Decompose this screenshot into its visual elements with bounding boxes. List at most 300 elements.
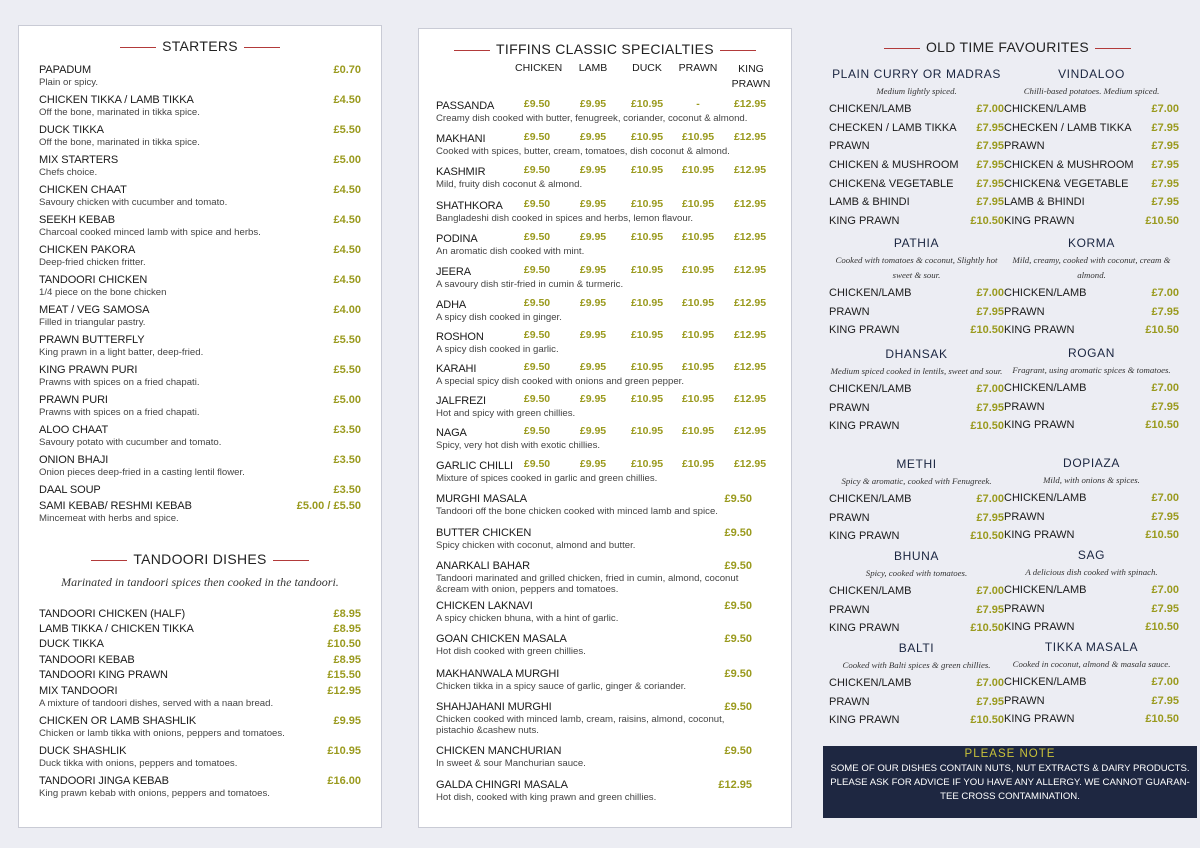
price-row [1004,600,1179,619]
row-price: £10.50 [1145,419,1179,432]
price-row [1004,303,1179,322]
item-price: £9.50 [724,527,752,539]
group-title: TIKKA MASALA [1044,640,1139,654]
item-price: £9.50 [523,393,551,405]
item-price: £12.95 [733,297,767,309]
row-label: CHICKEN& VEGETABLE [829,177,954,190]
menu-item [39,64,361,88]
item-price: £12.95 [733,458,767,470]
row-price: £7.95 [976,695,1004,708]
item-description: Chefs choice. [39,167,98,178]
price-row [829,175,1004,194]
menu-item [436,363,774,387]
item-name: DUCK TIKKA [39,638,104,650]
item-description: In sweet & sour Manchurian sauce. [436,758,586,769]
row-price: £7.00 [976,103,1004,115]
group-rows [829,674,1004,730]
row-price: £10.50 [970,714,1004,727]
curry-group [829,457,1004,546]
menu-item [436,200,774,224]
item-name: SHAHJAHANI MURGHI [436,701,552,713]
item-price: £10.95 [681,231,715,243]
item-price: £9.95 [579,198,607,210]
row-price: £7.95 [976,196,1004,209]
menu-item [39,424,361,448]
rule-left [91,560,127,561]
rule-right [244,47,280,48]
item-description: Deep-fried chicken fritter. [39,257,146,268]
item-price: £9.50 [724,745,752,757]
item-price: £9.50 [523,164,551,176]
group-title: SAG [1077,548,1106,562]
menu-item [39,685,361,709]
menu-item [436,395,774,419]
price-row [1004,137,1179,156]
item-name: PODINA [436,233,478,245]
item-price: £3.50 [333,424,361,436]
item-name: MAKHANWALA MURGHI [436,668,560,680]
rule-left [454,50,490,51]
item-name: CHICKEN TIKKA / LAMB TIKKA [39,94,194,106]
item-name: GALDA CHINGRI MASALA [436,779,568,791]
item-price: £9.95 [579,164,607,176]
item-price: £9.95 [333,715,361,727]
rule-right [1095,48,1131,49]
item-description: A spicy dish cooked in garlic. [436,344,559,355]
item-description: Off the bone, marinated in tikka spice. [39,137,200,148]
item-name: KING PRAWN PURI [39,364,138,376]
row-price: £10.50 [970,622,1004,635]
price-row [829,509,1004,528]
group-rows [1004,489,1179,545]
item-price: £12.95 [733,264,767,276]
tandoori-heading [19,551,381,567]
menu-item [436,527,774,551]
row-label: KING PRAWN [1004,529,1075,542]
item-price: £9.50 [523,231,551,243]
item-name: TANDOORI CHICKEN (HALF) [39,608,186,620]
row-label: CHICKEN/LAMB [829,585,912,597]
item-price: £16.00 [327,775,361,787]
curry-group [1004,456,1179,545]
item-price: £10.95 [327,745,361,757]
item-price: £5.00 [333,394,361,406]
price-row [829,674,1004,693]
price-row [1004,416,1179,435]
price-row [1004,710,1179,729]
column-header: PRAWN [678,62,718,74]
price-row [829,193,1004,212]
row-label: CHICKEN/LAMB [1004,676,1087,688]
item-price: £9.95 [579,264,607,276]
item-name: NAGA [436,427,467,439]
item-price: £9.50 [724,668,752,680]
row-label: PRAWN [1004,140,1045,153]
item-description: King prawn kebab with onions, peppers and tomatoes. [39,788,270,799]
item-price: £12.95 [733,131,767,143]
column-header: KING PRAWN [731,63,771,90]
row-label: PRAWN [829,511,870,524]
row-label: PRAWN [1004,400,1045,413]
row-price: £10.50 [1145,215,1179,228]
menu-item [39,638,361,650]
group-rows [829,284,1004,340]
item-price: £10.95 [630,297,664,309]
item-price: £3.50 [333,484,361,496]
item-price: £12.95 [733,393,767,405]
item-price: £12.95 [733,231,767,243]
row-price: £10.50 [1145,324,1179,337]
row-label: PRAWN [829,305,870,318]
item-name: MURGHI MASALA [436,493,527,505]
item-name: GOAN CHICKEN MASALA [436,633,567,645]
price-row [829,693,1004,712]
price-row [829,137,1004,156]
menu-item [436,266,774,290]
row-label: CHICKEN/LAMB [829,103,912,115]
item-name: KARAHI [436,363,477,375]
note-line-1: SOME OF OUR DISHES CONTAIN NUTS, NUT EXTRACTS & DAIRY PRODUCTS. [830,763,1190,774]
menu-item [39,654,361,666]
item-name: MIX STARTERS [39,154,119,166]
row-price: £10.50 [970,215,1004,228]
row-label: CHICKEN/LAMB [829,677,912,689]
price-row [1004,526,1179,545]
price-row [1004,379,1179,398]
row-label: KING PRAWN [1004,215,1075,228]
item-price: £9.50 [523,297,551,309]
row-price: £10.50 [1145,713,1179,726]
item-description: Hot and spicy with green chillies. [436,408,576,419]
tandoori-title: TANDOORI DISHES [133,551,267,567]
item-description: Chicken tikka in a spicy sauce of garlic, ginger & coriander. [436,681,687,692]
item-description: Filled in triangular pastry. [39,317,146,328]
price-row [1004,673,1179,692]
item-name: SEEKH KEBAB [39,214,115,226]
item-price: £9.50 [724,633,752,645]
item-description: Mixture of spices cooked in garlic and green chillies. [436,473,658,484]
row-price: £7.95 [976,177,1004,190]
row-label: PRAWN [1004,305,1045,318]
item-price: £9.50 [523,458,551,470]
row-label: KING PRAWN [829,324,900,337]
item-description: Tandoori off the bone chicken cooked with minced lamb and spice. [436,506,718,517]
item-price: £10.95 [630,264,664,276]
menu-item [436,100,774,124]
price-row [829,582,1004,601]
item-name: BUTTER CHICKEN [436,527,532,539]
item-name: GARLIC CHILLI [436,460,513,472]
item-price: £12.95 [733,164,767,176]
item-price: £10.95 [630,98,664,110]
rule-right [273,560,309,561]
allergy-note [823,746,1197,818]
group-description: Spicy & aromatic, cooked with Fenugreek. [841,476,992,486]
item-price: £10.95 [681,425,715,437]
row-label: CHECKEN / LAMB TIKKA [829,121,957,134]
menu-item [39,484,361,496]
row-price: £7.00 [976,585,1004,597]
item-price: £9.95 [579,393,607,405]
row-label: KING PRAWN [829,622,900,635]
item-description: An aromatic dish cooked with mint. [436,246,585,257]
starters-heading [19,38,381,54]
item-price: £10.95 [630,393,664,405]
item-description: Duck tikka with onions, peppers and tomatoes. [39,758,238,769]
item-price: £9.50 [724,701,752,713]
row-price: £7.95 [976,140,1004,153]
item-name: SAMI KEBAB/ RESHMI KEBAB [39,500,192,512]
item-price: £10.95 [681,393,715,405]
menu-item [39,715,361,739]
row-label: KING PRAWN [1004,419,1075,432]
group-title: ROGAN [1067,346,1115,360]
item-price: £9.50 [523,264,551,276]
column-header: CHICKEN [515,62,563,74]
item-price: £10.95 [681,164,715,176]
item-price: £9.95 [579,98,607,110]
price-row [829,156,1004,175]
curry-group [829,347,1004,436]
item-name: TANDOORI KEBAB [39,654,135,666]
row-label: KING PRAWN [829,530,900,543]
menu-item [39,124,361,148]
row-price: £10.50 [970,324,1004,337]
row-price: £7.00 [1151,584,1179,596]
item-name: CHICKEN CHAAT [39,184,127,196]
item-description: Off the bone, marinated in tikka spice. [39,107,200,118]
group-title: DOPIAZA [1063,456,1120,470]
row-price: £7.00 [976,677,1004,689]
item-price: £9.50 [523,425,551,437]
row-label: CHICKEN& VEGETABLE [1004,177,1129,190]
group-title: DHANSAK [885,347,948,361]
group-rows [829,582,1004,638]
item-price: £10.95 [681,131,715,143]
row-price: £7.00 [976,287,1004,299]
item-price: £9.95 [579,231,607,243]
row-price: £7.00 [1151,492,1179,504]
group-title: KORMA [1067,236,1115,250]
item-price: £12.95 [733,425,767,437]
group-title: METHI [896,457,937,471]
note-body [823,762,1197,804]
price-row [829,321,1004,340]
tiffins-heading [419,41,791,57]
price-row [1004,284,1179,303]
row-label: LAMB & BHINDI [1004,196,1085,209]
price-row [1004,156,1179,175]
item-price: £9.95 [579,458,607,470]
item-price: £5.50 [333,124,361,136]
row-label: CHICKEN/LAMB [829,287,912,299]
menu-item [436,427,774,451]
row-price: £7.95 [1151,305,1179,318]
curry-group [829,641,1004,730]
item-description: Chicken cooked with minced lamb, cream, raisins, almond, coconut, pistachio &cashew nuts. [436,714,725,736]
item-name: CHICKEN PAKORA [39,244,136,256]
item-price: - [696,98,700,110]
item-price: £10.95 [681,297,715,309]
note-line-3: TEE CROSS CONTAMINATION. [940,791,1080,802]
item-name: MIX TANDOORI [39,685,118,697]
item-price: £10.95 [681,329,715,341]
menu-item [436,331,774,355]
item-price: £3.50 [333,454,361,466]
menu-item [39,334,361,358]
row-label: PRAWN [829,695,870,708]
row-label: CHICKEN/LAMB [1004,287,1087,299]
price-row [1004,321,1179,340]
row-label: CHICKEN/LAMB [1004,492,1087,504]
menu-item [436,668,774,692]
group-rows [1004,673,1179,729]
row-price: £7.00 [1151,103,1179,115]
row-price: £7.95 [976,401,1004,414]
row-price: £7.95 [976,511,1004,524]
price-row [1004,100,1179,119]
item-price: £10.95 [630,164,664,176]
row-label: CHICKEN/LAMB [829,493,912,505]
group-rows [1004,100,1179,231]
row-price: £7.95 [976,305,1004,318]
menu-item [39,154,361,178]
menu-item [436,299,774,323]
group-rows [829,100,1004,231]
menu-item [436,600,774,624]
price-row [829,490,1004,509]
item-price: £0.70 [333,64,361,76]
row-label: KING PRAWN [1004,713,1075,726]
price-row [1004,508,1179,527]
price-row [1004,119,1179,138]
price-row [829,100,1004,119]
item-price: £9.95 [579,425,607,437]
old-time-panel [815,0,1200,848]
group-description: Fragrant, using aromatic spices & tomatoes. [1012,365,1171,375]
price-row [1004,692,1179,711]
item-price: £9.50 [523,131,551,143]
price-row [829,619,1004,638]
group-rows [1004,284,1179,340]
price-row [829,417,1004,436]
starters-panel [18,25,382,828]
item-price: £12.95 [718,779,752,791]
item-price: £4.50 [333,184,361,196]
starters-title: STARTERS [162,38,238,54]
item-price: £10.95 [681,264,715,276]
item-name: MAKHANI [436,133,486,145]
item-name: TANDOORI KING PRAWN [39,669,168,681]
item-description: Savoury potato with cucumber and tomato. [39,437,222,448]
item-description: Savoury chicken with cucumber and tomato. [39,197,228,208]
rule-right [720,50,756,51]
group-rows [1004,379,1179,435]
row-price: £7.95 [1151,196,1179,209]
price-row [829,303,1004,322]
item-description: Plain or spicy. [39,77,99,88]
menu-item [39,304,361,328]
row-price: £10.50 [970,420,1004,433]
item-description: A savoury dish stir-fried in cumin & turmeric. [436,279,624,290]
row-price: £7.00 [976,493,1004,505]
row-label: CHICKEN/LAMB [1004,103,1087,115]
item-name: ONION BHAJI [39,454,109,466]
menu-item [436,745,774,769]
menu-item [39,500,361,524]
curry-group [829,67,1004,231]
old-time-heading [815,39,1200,55]
group-description: Medium spiced cooked in lentils, sweet and sour. [830,366,1003,376]
item-description: 1/4 piece on the bone chicken [39,287,167,298]
price-row [829,399,1004,418]
price-row [1004,489,1179,508]
item-price: £10.95 [630,231,664,243]
item-name: DUCK SHASHLIK [39,745,127,757]
item-description: Prawns with spices on a fried chapati. [39,407,200,418]
item-price: £9.50 [523,361,551,373]
item-price: £10.95 [630,329,664,341]
row-price: £7.95 [1151,400,1179,413]
row-label: LAMB & BHINDI [829,196,910,209]
group-description: Cooked in coconut, almond & masala sauce. [1012,659,1171,669]
item-name: TANDOORI JINGA KEBAB [39,775,169,787]
item-name: PRAWN BUTTERFLY [39,334,145,346]
item-price: £10.95 [681,458,715,470]
group-rows [1004,581,1179,637]
item-price: £4.50 [333,244,361,256]
item-price: £10.95 [630,361,664,373]
row-price: £7.95 [1151,159,1179,172]
row-label: KING PRAWN [1004,621,1075,634]
item-name: JEERA [436,266,471,278]
item-description: Tandoori marinated and grilled chicken, fried in cumin, almond, coconut &cream with onion, peppers and tomatoes. [436,573,739,595]
item-price: £12.95 [327,685,361,697]
item-price: £5.00 [333,154,361,166]
menu-item [436,701,774,736]
item-price: £9.50 [724,600,752,612]
row-price: £10.50 [970,530,1004,543]
item-name: CHICKEN MANCHURIAN [436,745,562,757]
row-price: £7.95 [1151,602,1179,615]
item-price: £9.50 [523,98,551,110]
menu-item [436,560,774,595]
rule-left [120,47,156,48]
curry-group [1004,640,1179,729]
column-header: LAMB [578,62,608,74]
item-price: £12.95 [733,361,767,373]
item-price: £10.95 [630,425,664,437]
menu-item [39,608,361,620]
item-name: CHICKEN OR LAMB SHASHLIK [39,715,197,727]
row-price: £7.95 [1151,177,1179,190]
group-description: Chilli-based potatoes. Medium spiced. [1023,86,1160,96]
item-name: TANDOORI CHICKEN [39,274,148,286]
item-description: Hot dish, cooked with king prawn and green chillies. [436,792,657,803]
group-title: PLAIN CURRY OR MADRAS [832,67,1001,81]
menu-item [436,166,774,190]
item-description: Spicy chicken with coconut, almond and butter. [436,540,636,551]
price-row [829,527,1004,546]
row-label: CHICKEN & MUSHROOM [829,159,959,172]
item-description: A special spicy dish cooked with onions and green pepper. [436,376,684,387]
row-price: £7.95 [1151,694,1179,707]
menu-item [39,623,361,635]
row-price: £7.00 [1151,382,1179,394]
row-price: £7.95 [1151,140,1179,153]
row-price: £7.95 [976,121,1004,134]
group-description: Mild, with onions & spices. [1043,475,1140,485]
